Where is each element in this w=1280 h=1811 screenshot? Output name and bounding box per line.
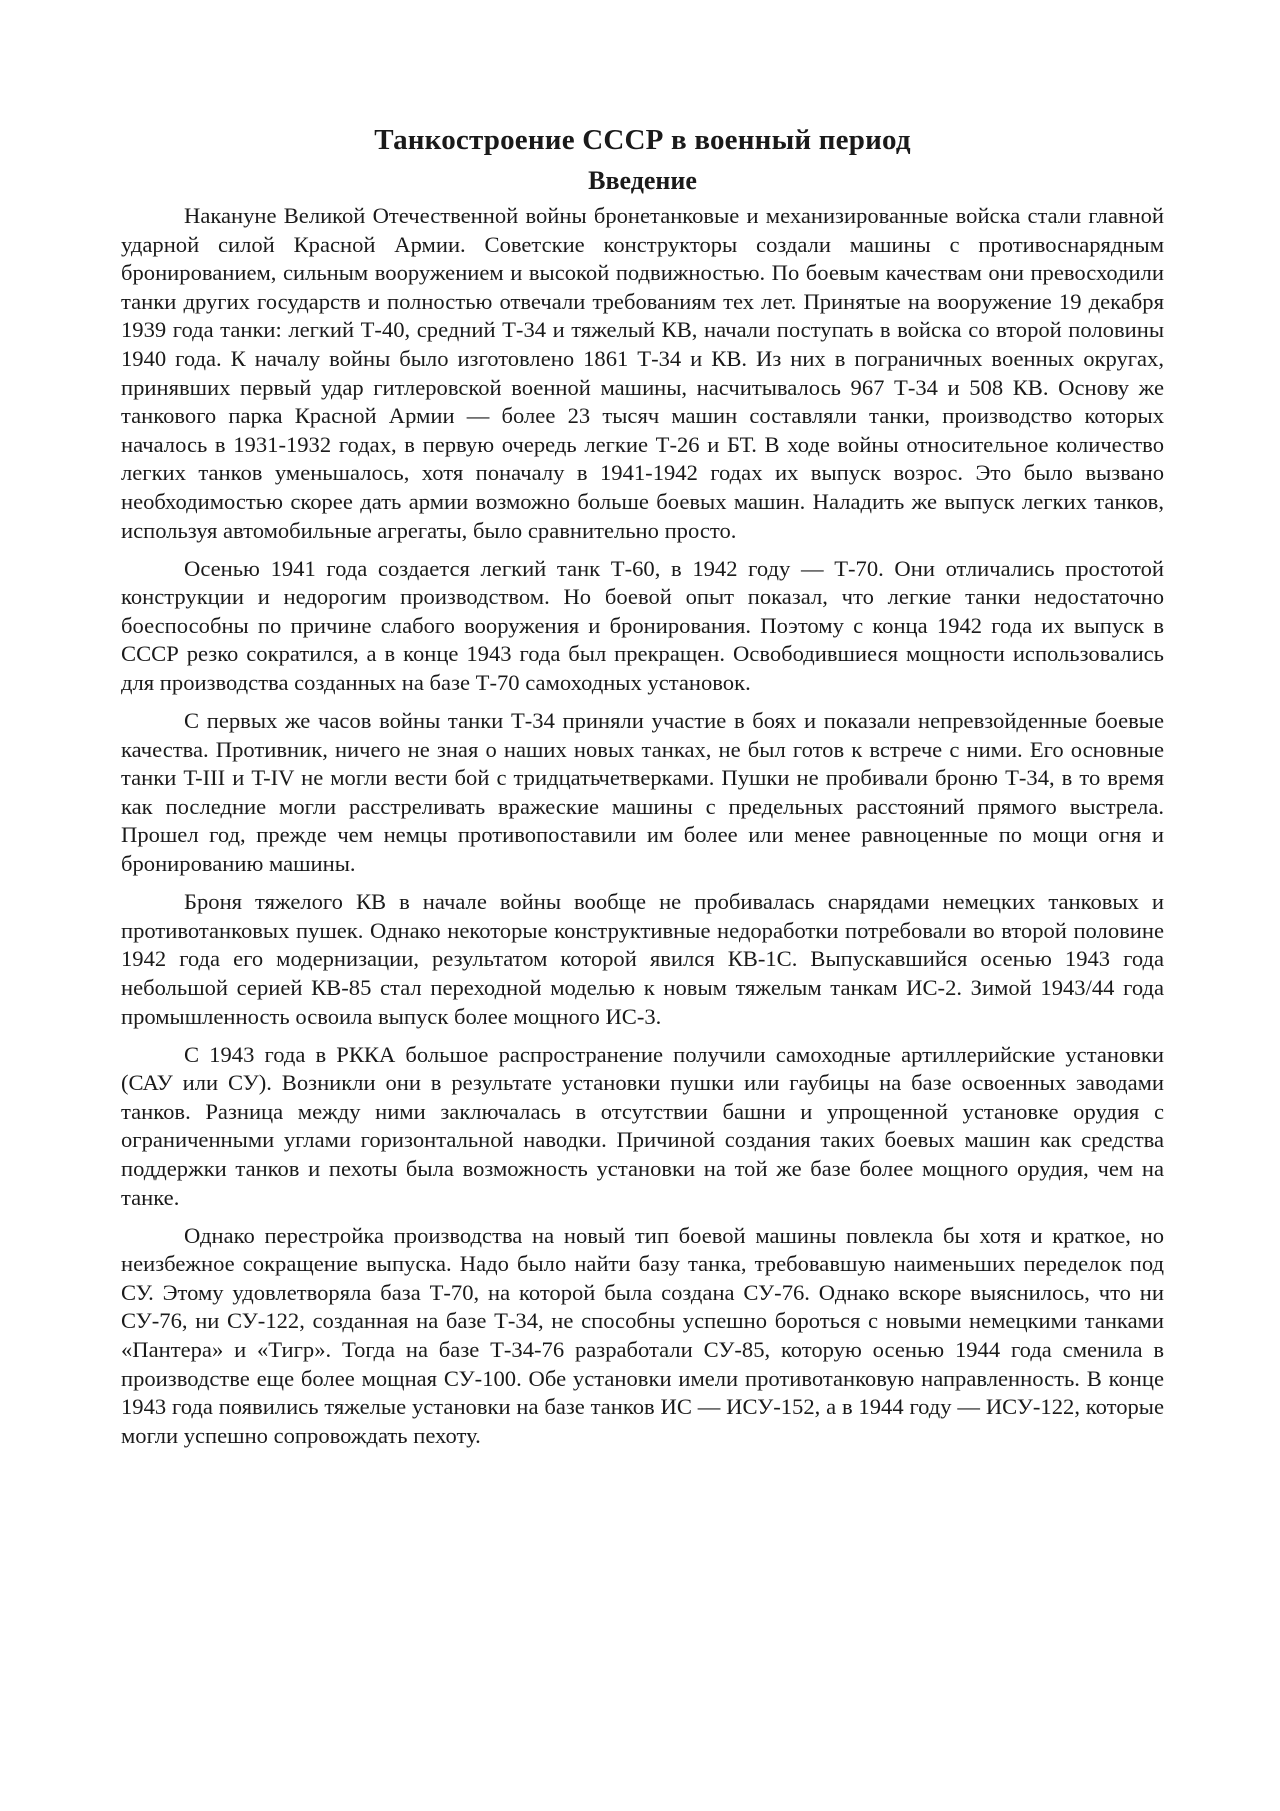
section-heading: Введение bbox=[588, 166, 697, 195]
paragraph: С первых же часов войны танки Т-34 приняли участие в боях и показали непревзойденные боевые качества. Противник, ничего не зная о наших новых танках, не был готов к встрече с ними. Его основные танки T-III и T-IV не могли вести бой с тридцатьчетверками. Пушки не пробивали броню Т-34, в то время как последние могли расстреливать вражеские машины с предельных расстояний прямого выстрела. Прошел год, прежде чем немцы противопоставили им более или менее равноценные по мощи огня и бронированию машины. bbox=[121, 708, 1164, 877]
paragraph: Осенью 1941 года создается легкий танк Т-60, в 1942 году — Т-70. Они отличались простотой конструкции и недорогим производством. Но боевой опыт показал, что легкие танки недостаточно боеспособны по причине слабого вооружения и бронирования. Поэтому с конца 1942 года их выпуск в СССР резко сократился, а в конце 1943 года был прекращен. Освободившиеся мощности использовались для производства созданных на базе Т-70 самоходных установок. bbox=[121, 555, 1164, 695]
document-page bbox=[121, 122, 1164, 1460]
document-title: Танкостроение СССР в военный период bbox=[374, 124, 911, 156]
paragraph: С 1943 года в РККА большое распространение получили самоходные артиллерийские установки (САУ или СУ). Возникли они в результате установки пушки или гаубицы на базе освоенных заводами танков. Разница между ними заключалась в отсутствии башни и упрощенной установке орудия с ограниченными углами горизонтальной наводки. Причиной создания таких боевых машин как средства поддержки танков и пехоты была возможность установки на той же базе более мощного орудия, чем на танке. bbox=[121, 1041, 1164, 1210]
paragraph: Накануне Великой Отечественной войны бронетанковые и механизированные войска стали главной ударной силой Красной Армии. Советские конструкторы создали машины с противоснарядным бронированием, сильным вооружением и высокой подвижностью. По боевым качествам они превосходили танки других государств и полностью отвечали требованиям тех лет. Принятые на вооружение 19 декабря 1939 года танки: легкий Т-40, средний Т-34 и тяжелый КВ, начали поступать в войска со второй половины 1940 года. К началу войны было изготовлено 1861 Т-34 и КВ. Из них в пограничных военных округах, принявших первый удар гитлеровской военной машины, насчитывалось 967 Т-34 и 508 КВ. Основу же танкового парка Красной Армии — более 23 тысяч машин составляли танки, производство которых началось в 1931-1932 годах, в первую очередь легкие Т-26 и БТ. В ходе войны относительное количество легких танков уменьшалось, хотя поначалу в 1941-1942 годах их выпуск возрос. Это было вызвано необходимостью скорее дать армии возможно больше боевых машин. Наладить же выпуск легких танков, используя автомобильные агрегаты, было сравнительно просто. bbox=[121, 203, 1164, 543]
paragraph: Броня тяжелого КВ в начале войны вообще не пробивалась снарядами немецких танковых и противотанковых пушек. Однако некоторые конструктивные недоработки потребовали во второй половине 1942 года его модернизации, результатом которой явился КВ-1С. Выпускавшийся осенью 1943 года небольшой серией КВ-85 стал переходной моделью к новым тяжелым танкам ИС-2. Зимой 1943/44 года промышленность освоила выпуск более мощного ИС-3. bbox=[121, 889, 1164, 1029]
paragraph: Однако перестройка производства на новый тип боевой машины повлекла бы хотя и краткое, но неизбежное сокращение выпуска. Надо было найти базу танка, требовавшую наименьших переделок под СУ. Этому удовлетворяла база Т-70, на которой была создана СУ-76. Однако вскоре выяснилось, что ни СУ-76, ни СУ-122, созданная на базе Т-34, не способны успешно бороться с новыми немецкими танками «Пантера» и «Тигр». Тогда на базе Т-34-76 разработали СУ-85, которую осенью 1944 года сменила в производстве еще более мощная СУ-100. Обе установки имели противотанковую направленность. В конце 1943 года появились тяжелые установки на базе танков ИС — ИСУ-152, а в 1944 году — ИСУ-122, которые могли успешно сопровождать пехоту. bbox=[121, 1222, 1164, 1448]
